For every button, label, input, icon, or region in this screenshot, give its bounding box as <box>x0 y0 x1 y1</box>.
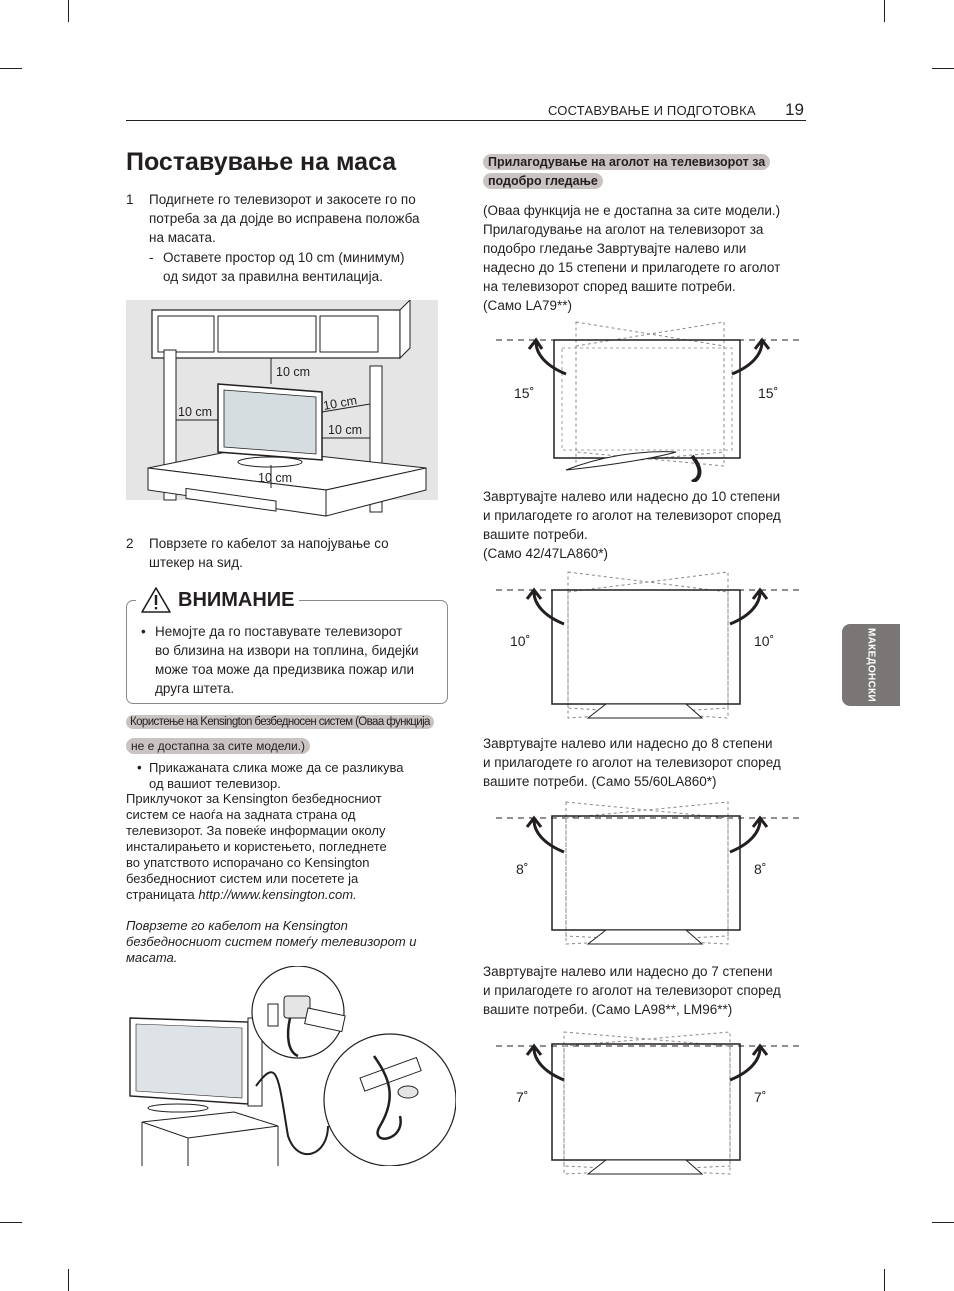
tv-front <box>552 816 740 930</box>
kensington-heading-line1: Користење на Kensington безбедносен систем (Оваа функција <box>126 715 434 729</box>
kensington-heading-line2: не е достапна за сите модели.) <box>126 738 310 754</box>
text-line: надесно до 15 степени и прилагодете го аголот <box>483 260 781 275</box>
swivel-diagram-15 <box>496 318 802 482</box>
rotate-left-arrow <box>527 590 564 624</box>
text-line: на масата. <box>149 230 216 245</box>
text-line: (Само LA79**) <box>483 298 572 313</box>
warning-triangle-icon <box>140 586 172 614</box>
text-line: (Оваа функција не е достапна за сите модели.) <box>483 203 781 218</box>
kensington-link[interactable]: http://www.kensington.com. <box>198 887 357 902</box>
text-line: Немојте да го поставувате телевизорот <box>155 624 403 639</box>
tv-rotated-right <box>564 1032 730 1174</box>
text-line: Приклучокот за Kensington безбедносниот <box>126 791 382 806</box>
bullet: • <box>141 624 146 639</box>
swivel-paragraph-8 <box>483 734 781 791</box>
text-line: друга штета. <box>155 681 235 696</box>
text-line: масата. <box>126 950 178 965</box>
text-line: во упатството испорачано со Kensington <box>126 855 370 870</box>
swivel-heading-line2: подобро гледање <box>483 173 603 189</box>
crop-mark <box>0 1222 22 1223</box>
swivel-heading-line1: Прилагодување на аголот на телевизорот за <box>483 154 770 170</box>
clearance-label-right-tilted: 10 cm <box>322 393 359 413</box>
angle-label-right: 8˚ <box>754 861 767 877</box>
crop-mark <box>68 1269 69 1291</box>
angle-label-left: 10˚ <box>510 633 531 649</box>
step-number: 1 <box>126 192 134 207</box>
page-number: 19 <box>785 100 804 119</box>
kensington-paragraph <box>126 791 387 903</box>
rotate-right-arrow <box>732 340 769 374</box>
text-line: на телевизорот според вашите потреби. <box>483 279 736 294</box>
rotate-left-arrow <box>527 818 564 852</box>
bullet: • <box>137 760 142 775</box>
text-line: Поврзете го кабелот за напојување со <box>149 536 389 551</box>
step1-subtext <box>163 248 405 286</box>
crop-mark <box>932 1222 954 1223</box>
angle-label-left: 7˚ <box>516 1089 529 1105</box>
tv-panel <box>136 1024 242 1098</box>
tv-rotated-right <box>576 322 724 466</box>
caution-title: ВНИМАНИЕ <box>178 588 295 611</box>
text-line: Прикажаната слика може да се разликува <box>149 760 404 775</box>
rotate-right-arrow <box>730 590 767 624</box>
text-line: од ѕидот за правилна вентилација. <box>163 269 383 284</box>
clearance-label-top: 10 cm <box>276 365 311 379</box>
crop-mark <box>884 0 885 22</box>
swivel-diagram-10 <box>496 568 802 734</box>
text-line: Оставете простор од 10 cm (минимум) <box>163 250 405 265</box>
language-tab-label: МАКЕДОНСКИ <box>865 628 877 702</box>
crop-mark <box>932 68 954 69</box>
lock-slot <box>268 1004 278 1026</box>
angle-label-left: 8˚ <box>516 861 529 877</box>
tv-stand <box>148 1104 208 1112</box>
angle-label-right: 15˚ <box>758 385 779 401</box>
tv-panel <box>224 390 316 454</box>
text-line: Завртувајте налево или надесно до 10 степени <box>483 489 781 504</box>
angle-label-left: 15˚ <box>514 385 535 401</box>
clearance-label-bottom: 10 cm <box>258 471 293 485</box>
swivel-paragraph-7 <box>483 962 781 1019</box>
step-number: 2 <box>126 536 134 551</box>
text-line: и прилагодете го аголот на телевизорот според <box>483 508 781 523</box>
security-cable <box>256 1072 328 1154</box>
text-line: подобро гледање Завртувајте налево или <box>483 241 747 256</box>
text-line: вашите потреби. (Само LA98**, LM96**) <box>483 1002 733 1017</box>
text-line <box>126 887 387 903</box>
tv-rotated-left <box>564 1032 730 1174</box>
text-line: телевизорот. За повеќе информации околу <box>126 823 386 838</box>
step2-text <box>149 534 389 572</box>
tv-base <box>566 452 676 470</box>
swivel-intro <box>483 201 780 315</box>
section-title: Поставување на маса <box>126 148 397 176</box>
kensington-instruction <box>126 918 417 966</box>
tv-rotated-right <box>568 572 728 718</box>
clearance-label-right: 10 cm <box>328 423 363 437</box>
text-line: вашите потреби. (Само 55/60LA860*) <box>483 774 717 789</box>
caution-text <box>155 622 419 698</box>
tv-rotated-right <box>566 802 728 944</box>
dash-marker: - <box>149 250 154 265</box>
text-line: Прилагодување на аголот на телевизорот за <box>483 222 764 237</box>
text-line: штекер на ѕид. <box>149 555 243 570</box>
language-tab <box>842 624 900 706</box>
crop-mark <box>68 0 69 22</box>
tv-stand-clearance-illustration <box>126 300 438 522</box>
tv-base <box>588 1160 702 1174</box>
text-line: и прилагодете го аголот на телевизорот според <box>483 983 781 998</box>
angle-label-right: 10˚ <box>754 633 775 649</box>
text-line: безбедносниот систем помеѓу телевизорот и <box>126 934 417 949</box>
tv-front <box>552 590 740 704</box>
text-line: од вашиот телевизор. <box>149 776 281 791</box>
rotate-right-arrow <box>730 818 767 852</box>
cabinet-door <box>158 316 214 352</box>
kensington-note <box>149 760 404 792</box>
clearance-label-left: 10 cm <box>178 405 213 419</box>
rotate-right-arrow <box>730 1046 767 1080</box>
text-line: безбедносниот систем или посетете ја <box>126 871 359 886</box>
cabinet-door <box>320 316 378 352</box>
kensington-lock-illustration <box>128 966 456 1166</box>
swivel-paragraph-10 <box>483 487 781 563</box>
tv-base <box>588 930 702 944</box>
tv-rotated-left <box>566 802 728 944</box>
text-line: (Само 42/47LA860*) <box>483 546 609 561</box>
text-line: инсталирањето и користењето, погледнете <box>126 839 387 854</box>
text-line: вашите потреби. <box>483 527 588 542</box>
table-top <box>142 1112 278 1138</box>
running-header: СОСТАВУВАЊЕ И ПОДГОТОВКА <box>548 103 756 118</box>
text-fragment: страницата <box>126 887 199 902</box>
swivel-diagram-7 <box>496 1024 802 1190</box>
text-line: потреба за да дојде во исправена положба <box>149 211 420 226</box>
rotate-left-arrow <box>529 340 566 374</box>
text-line: во близина на извори на топлина, бидејќи <box>155 643 419 658</box>
swivel-diagram-8 <box>496 796 802 962</box>
caution-header <box>136 586 299 614</box>
header-rule <box>126 120 806 121</box>
text-line: Завртувајте налево или надесно до 7 степени <box>483 964 773 979</box>
text-line: Завртувајте налево или надесно до 8 степени <box>483 736 773 751</box>
tv-rotated-left <box>576 322 724 466</box>
tv-front <box>552 1044 740 1160</box>
tv-stand <box>238 457 302 467</box>
rotate-left-arrow <box>527 1046 564 1080</box>
cabinet-door <box>218 316 316 352</box>
tv-front <box>554 340 740 458</box>
text-line: може тоа може да предизвика пожар или <box>155 662 415 677</box>
crop-mark <box>884 1269 885 1291</box>
cabinet-side <box>400 300 410 358</box>
text-line: Поврзете го кабелот на Kensington <box>126 918 348 933</box>
text-line: систем се наоѓа на задната страна од <box>126 807 356 822</box>
crop-mark <box>0 68 22 69</box>
angle-label-right: 7˚ <box>754 1089 767 1105</box>
tv-rotated-left <box>568 572 728 718</box>
tv-base <box>588 704 702 718</box>
text-line: Подигнете го телевизорот и закосете го по <box>149 192 416 207</box>
text-line: и прилагодете го аголот на телевизорот според <box>483 755 781 770</box>
step1-text <box>149 190 420 247</box>
